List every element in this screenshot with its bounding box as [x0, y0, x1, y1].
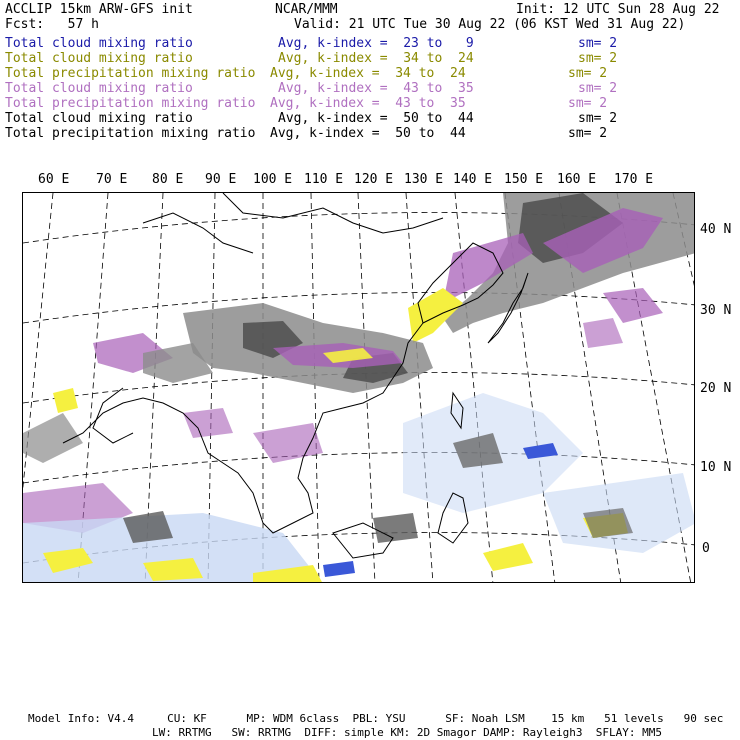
lat-label: 0 [702, 541, 710, 556]
org-label: NCAR/MMM [275, 2, 338, 17]
legend-field: Total cloud mixing ratio [5, 51, 193, 66]
physics-info: LW: RRTMG SW: RRTMG DIFF: simple KM: 2D Smagor DAMP: Rayleigh3 SFLAY: MM5 [152, 726, 662, 739]
legend-sm: sm= 2 [578, 36, 618, 51]
model-title: ACCLIP 15km ARW-GFS init [5, 2, 193, 17]
forecast-hour: Fcst: 57 h [5, 17, 99, 32]
valid-time: Valid: 21 UTC Tue 30 Aug 22 (06 KST Wed 31 Aug 22) [294, 17, 686, 32]
lat-label: 10 N [700, 460, 732, 475]
lon-label: 100 E [253, 172, 293, 187]
lon-label: 130 E [404, 172, 444, 187]
lon-label: 90 E [205, 172, 237, 187]
lat-label: 40 N [700, 222, 732, 237]
model-info: Model Info: V4.4 CU: KF MP: WDM 6class PBL: YSU SF: Noah LSM 15 km 51 levels 90 sec [28, 712, 724, 725]
legend-avg: Avg, k-index = 43 to 35 [278, 81, 474, 96]
lon-label: 150 E [504, 172, 544, 187]
lat-label: 30 N [700, 303, 732, 318]
map-canvas [23, 193, 695, 583]
legend-field: Total cloud mixing ratio [5, 111, 193, 126]
lon-label: 170 E [614, 172, 654, 187]
legend-field: Total cloud mixing ratio [5, 36, 193, 51]
legend-field: Total precipitation mixing ratio [5, 66, 256, 81]
init-time: Init: 12 UTC Sun 28 Aug 22 [516, 2, 720, 17]
legend-sm: sm= 2 [568, 126, 608, 141]
lon-label: 60 E [38, 172, 70, 187]
legend-sm: sm= 2 [578, 81, 618, 96]
legend-field: Total cloud mixing ratio [5, 81, 193, 96]
lon-label: 140 E [453, 172, 493, 187]
legend-avg: Avg, k-index = 43 to 35 [270, 96, 466, 111]
lat-label: 20 N [700, 381, 732, 396]
legend-field: Total precipitation mixing ratio [5, 96, 256, 111]
legend-sm: sm= 2 [568, 96, 608, 111]
legend-sm: sm= 2 [578, 51, 618, 66]
legend-avg: Avg, k-index = 23 to 9 [278, 36, 474, 51]
legend-avg: Avg, k-index = 34 to 24 [270, 66, 466, 81]
lon-label: 110 E [304, 172, 344, 187]
legend-sm: sm= 2 [578, 111, 618, 126]
legend-avg: Avg, k-index = 50 to 44 [278, 111, 474, 126]
lon-label: 160 E [557, 172, 597, 187]
map-panel [22, 192, 695, 583]
legend-avg: Avg, k-index = 34 to 24 [278, 51, 474, 66]
legend-avg: Avg, k-index = 50 to 44 [270, 126, 466, 141]
lon-label: 120 E [354, 172, 394, 187]
legend-field: Total precipitation mixing ratio [5, 126, 256, 141]
lon-label: 80 E [152, 172, 184, 187]
lon-label: 70 E [96, 172, 128, 187]
legend-sm: sm= 2 [568, 66, 608, 81]
